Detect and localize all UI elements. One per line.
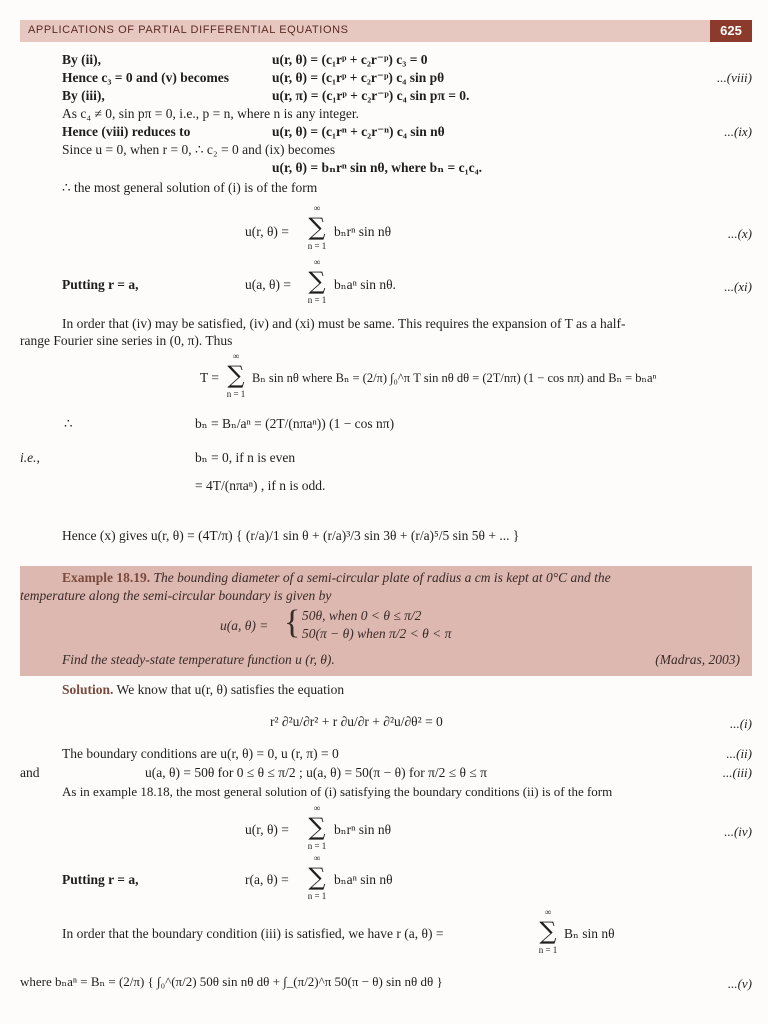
sum-upper: ∞ (313, 853, 321, 863)
running-header (20, 20, 752, 42)
equation: Hence (x) gives u(r, θ) = (4T/π) { (r/a)/1 sin θ + (r/a)³/3 sin 3θ + (r/a)⁵/5 sin 5θ + ... } (62, 528, 520, 543)
equation: bₙ = 0, if n is even (195, 450, 296, 465)
solution-line (62, 682, 344, 698)
paragraph-line: In order that the boundary condition (iii) is satisfied, we have r (a, θ) = (62, 926, 444, 941)
example-heading: Example 18.19. (62, 570, 151, 585)
summation-sign (305, 256, 329, 306)
chapter-title: APPLICATIONS OF PARTIAL DIFFERENTIAL EQUATIONS (28, 24, 349, 36)
summation-sign (536, 906, 560, 956)
example-text: Find the steady-state temperature function u (r, θ). (62, 652, 335, 667)
sum-upper: ∞ (313, 257, 321, 267)
summation-sign (305, 802, 329, 852)
therefore-symbol: ∴ (64, 416, 73, 431)
equation-rhs: Bₙ sin nθ (564, 926, 615, 941)
equation-rhs: bₙaⁿ sin nθ (334, 872, 393, 887)
text-line: By (ii), (62, 52, 101, 67)
equation: u(r, θ) = (c₁rᵖ + c₂r⁻ᵖ) c₄ sin pθ (272, 70, 445, 85)
text-line: Hence (viii) reduces to (62, 124, 191, 139)
text-line: The boundary conditions are u(r, θ) = 0, u (r, π) = 0 (62, 746, 339, 761)
equation-tag: ...(viii) (716, 70, 752, 85)
sum-lower: n = 1 (538, 945, 558, 955)
summation-sign (305, 852, 329, 902)
equation: u(r, θ) = (c₁rⁿ + c₂r⁻ⁿ) c₄ sin nθ (272, 124, 445, 139)
equation-tag: ...(x) (727, 226, 752, 241)
equation: = 4T/(nπaⁿ) , if n is odd. (195, 478, 326, 493)
example-case: 50(π − θ) when π/2 < θ < π (302, 626, 452, 641)
equation: u(r, π) = (c₁rᵖ + c₂r⁻ᵖ) c₄ sin pπ = 0. (272, 88, 470, 103)
text-line: Since u = 0, when r = 0, ∴ c₂ = 0 and (ix) becomes (62, 142, 336, 157)
text-line: and (20, 765, 40, 780)
sum-symbol: ∑ (308, 863, 326, 891)
paragraph-line: range Fourier sine series in (0, π). Thus (20, 333, 233, 348)
sum-upper: ∞ (313, 203, 321, 213)
equation-lhs: u(r, θ) = (245, 822, 289, 837)
example-line (62, 570, 611, 586)
equation-rhs: bₙaⁿ sin nθ. (334, 277, 396, 292)
equation-lhs: u(a, θ) = (245, 277, 291, 292)
text-line: Putting r = a, (62, 277, 139, 292)
example-box (20, 566, 752, 676)
sum-symbol: ∑ (308, 813, 326, 841)
page-number: 625 (710, 20, 752, 42)
sum-lower: n = 1 (307, 841, 327, 851)
sum-symbol: ∑ (308, 213, 326, 241)
equation-tag: ...(iii) (722, 765, 752, 780)
equation-tag: ...(iv) (724, 824, 752, 839)
sum-symbol: ∑ (539, 917, 557, 945)
summation-sign (305, 202, 329, 252)
equation: u(r, θ) = bₙrⁿ sin nθ, where bₙ = c₁c₄. (272, 160, 483, 175)
sum-upper: ∞ (232, 351, 240, 361)
text-line: Putting r = a, (62, 872, 139, 887)
example-text: The bounding diameter of a semi-circular plate of radius a cm is kept at 0°C and the (153, 570, 611, 585)
equation-rhs: Bₙ sin nθ where Bₙ = (2/π) ∫₀^π T sin nθ dθ = (2T/nπ) (1 − cos nπ) and Bₙ = bₙaⁿ (252, 371, 657, 385)
solution-text: We know that u(r, θ) satisfies the equation (116, 682, 345, 697)
equation-lhs: u(r, θ) = (245, 224, 289, 239)
paragraph-line: As in example 18.18, the most general solution of (i) satisfying the boundary conditions (ii) is of the form (62, 784, 613, 799)
equation: u(r, θ) = (c₁rᵖ + c₂r⁻ᵖ) c₃ = 0 (272, 52, 428, 67)
text-line: i.e., (20, 450, 40, 465)
paragraph-line: In order that (iv) may be satisfied, (iv) and (xi) must be same. This requires the expansion of T as a half- (62, 316, 626, 331)
equation: r² ∂²u/∂r² + r ∂u/∂r + ∂²u/∂θ² = 0 (270, 714, 443, 729)
sum-symbol: ∑ (227, 361, 245, 389)
example-text: temperature along the semi-circular boundary is given by (20, 588, 332, 603)
text-line: ∴ the most general solution of (i) is of the form (62, 180, 318, 195)
equation-tag: ...(v) (727, 976, 752, 991)
example-case: 50θ, when 0 < θ ≤ π/2 (302, 608, 422, 623)
equation: u(a, θ) = 50θ for 0 ≤ θ ≤ π/2 ; u(a, θ) = 50(π − θ) for π/2 ≤ θ ≤ π (145, 765, 487, 780)
sum-lower: n = 1 (307, 241, 327, 251)
text-line: By (iii), (62, 88, 105, 103)
sum-upper: ∞ (544, 907, 552, 917)
equation-rhs: bₙrⁿ sin nθ (334, 224, 392, 239)
text-line: Hence c₃ = 0 and (v) becomes (62, 70, 229, 85)
equation: where bₙaⁿ = Bₙ = (2/π) { ∫₀^(π/2) 50θ sin nθ dθ + ∫_(π/2)^π 50(π − θ) sin nθ dθ } (20, 974, 443, 989)
equation-lhs: r(a, θ) = (245, 872, 289, 887)
summation-sign (224, 350, 248, 400)
solution-heading: Solution. (62, 682, 114, 697)
example-lhs: u(a, θ) = (220, 618, 269, 633)
equation-rhs: bₙrⁿ sin nθ (334, 822, 392, 837)
equation: bₙ = Bₙ/aⁿ = (2T/(nπaⁿ)) (1 − cos nπ) (195, 416, 395, 431)
text-line: As c₄ ≠ 0, sin pπ = 0, i.e., p = n, where n is any integer. (62, 106, 359, 121)
equation-tag: ...(ix) (724, 124, 752, 139)
sum-lower: n = 1 (307, 295, 327, 305)
brace: { (284, 604, 301, 641)
example-source: (Madras, 2003) (655, 652, 740, 667)
equation-lhs: T = (200, 370, 219, 385)
sum-upper: ∞ (313, 803, 321, 813)
sum-lower: n = 1 (226, 389, 246, 399)
equation-tag: ...(xi) (724, 279, 752, 294)
equation-tag: ...(ii) (726, 746, 752, 761)
sum-symbol: ∑ (308, 267, 326, 295)
sum-lower: n = 1 (307, 891, 327, 901)
equation-tag: ...(i) (729, 716, 752, 731)
